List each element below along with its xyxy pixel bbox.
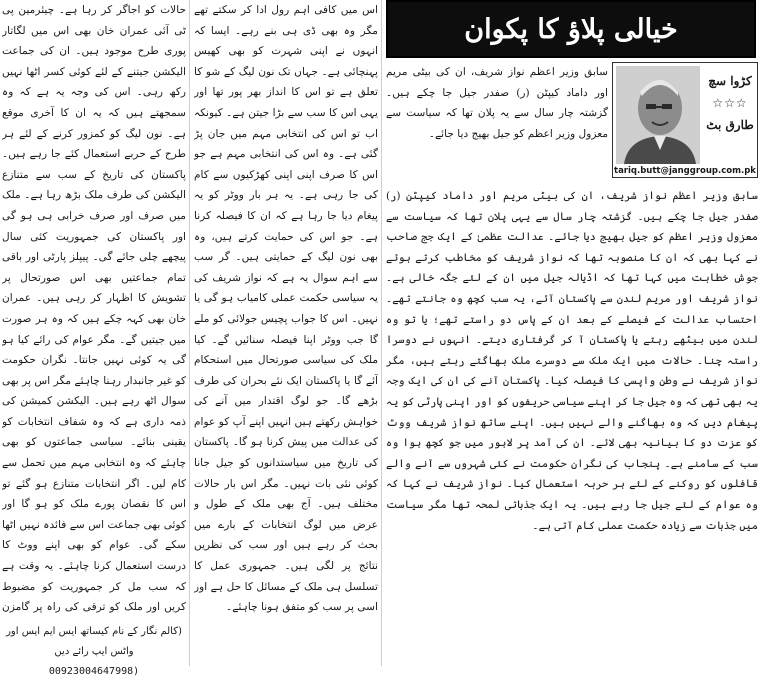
column-divider-left	[189, 0, 190, 666]
column-divider-middle	[381, 0, 382, 666]
author-portrait-icon	[616, 66, 700, 164]
author-email: tariq.butt@janggroup.com.pk	[614, 166, 756, 176]
footer-phone: 00923004647998)	[48, 666, 140, 677]
article-headline: خیالی پلاؤ کا پکوان	[386, 0, 756, 58]
article-intro: سابق وزیر اعظم نواز شریف، ان کی بیٹی مریم اور داماد کیپٹن (ر) صفدر جیل جا چکے ہیں۔ گزشتہ چار سال سے یہ پلان تھا کہ سیاست سے معزول وزیر اعظم کو جیل بھیج دیا جائے۔	[386, 66, 608, 140]
article-column-middle: اس میں کافی اہم رول ادا کر سکتے تھے مگر وہ بھی ڈی ہی بنے رہے۔ ایسا کہ انہوں نے اپنی شہرت کو بھی کھیس پہنچائی ہے۔ جہاں تک نون لیگ کے شو کا تعلق ہے تو اس کا انداز بھر پور تھا اور یہی اس کا سب سے بڑا جیتن ہے۔ کیونکہ اب تو اس کی انتخابی مہم میں جان پڑ گئی ہے۔ وہ اس کی انتخابی مہم ہے جو اس کا صرف اپنی اپنی کھڑکیوں سے کام کی جا رہی ہے۔ یہ ہر بار ووٹر کو یہ پیغام دیا جا رہا ہے کہ ان کا فیصلہ کرنا ہے۔ جو اس کی حمایت کرتے ہیں، وہ بھی نون لیگ کے حمایتی ہیں۔ گر سب سے اہم سوال یہ ہے کہ نواز شریف کی یہ سیاسی حکمت عملی کامیاب ہو گی یا نہیں۔ اس کا جواب پچیس جولائی کو ملے گا جب ووٹر اپنا فیصلہ سنائیں گے۔ کیا ملک کی سیاسی صورتحال میں استحکام آئے گا یا پاکستان ایک نئے بحران کی طرف بڑھے گا۔ جو لوگ اقتدار میں آنے کی خواہش رکھتے ہیں انہیں اپنے آپ کو عوام کی عدالت میں پیش کرنا ہو گا۔ پاکستان کی تاریخ میں سیاستدانوں کو جیل جانا کوئی نئی بات نہیں۔ مگر اس بار حالات مختلف ہیں۔ آج بھی ملک کے طول و عرض میں لوگ انتخابات کے بارے میں بحث کر رہے ہیں اور سب کی نظریں نتائج پر لگی ہیں۔ جمہوری عمل کا تسلسل ہی ملک کے مسائل کا حل ہے اور اسی پر سب کو متفق ہونا چاہئے۔	[194, 4, 378, 614]
author-name: طارق بٹ	[706, 118, 754, 132]
article-column-right: سابق وزیر اعظم نواز شریف، ان کی بیٹی مریم اور داماد کیپٹن (ر) صفدر جیل جا چکے ہیں۔ گزشتہ چار سال سے یہی پلان تھا کہ سیاست سے معزول وزیر اعظم کو جیل بھیج دیا جائے۔ عدالت عظمیٰ کے ایک جج صاحب نے کہا بھی کہ ان کا منصوبہ تھا کہ نواز شریف کو مخاطب کرتے ہوئے جوش خطابت میں کہا تھا کہ اڈیالہ جیل میں ان کے لئے جگہ خالی ہے۔ نواز شریف اور مریم لندن سے پاکستان آئے، یہ سب کچھ وہ جانتے تھے۔ احتساب عدالت کے فیصلے کے بعد ان کے پاس دو راستے تھے؛ یا تو وہ لندن میں بیٹھے رہتے یا پاکستان آ کر گرفتاری دیتے۔ انہوں نے دوسرا راستہ چنا۔ حالات میں ایک ملک سے دوسرے ملک بھاگتے رہتے ہیں، مگر نواز شریف نے وطن واپسی کا فیصلہ کیا۔ پاکستان آنے کی ان کی ایک وجہ یہ بھی تھی کہ وہ جیل جا کر اپنے سیاسی حریفوں کو اور اپنی پارٹی کو یہ پیغام دیں کہ وہ بھاگنے والے نہیں ہیں۔ اپنے ساتھ نواز شریف ووٹ کو عزت دو کا بیانیہ بھی لائے۔ ان کی آمد پر لاہور میں جو کچھ ہوا وہ سب کے سامنے ہے۔ پنجاب کی نگران حکومت نے کئی شہروں سے آنے والے قافلوں کو روکنے کے لئے ہر حربہ استعمال کیا۔ نواز شریف نے کہا کہ وہ عوام کے لئے جیل جا رہے ہیں۔ یہ ایک جذباتی لمحہ تھا مگر سیاست میں جذبات سے زیادہ حکمت عملی کام آتی ہے۔	[386, 190, 758, 532]
column-title: کڑوا سچ	[708, 74, 752, 88]
rating-stars-icon: ☆☆☆	[712, 96, 748, 110]
author-info	[704, 74, 756, 132]
article-column-left: حالات کو اجاگر کر رہا ہے۔ چیئرمین پی ٹی آئی عمران خان بھی اس میں لگاتار پوری طرح موجود ہیں۔ ان کی جماعت الیکشن جیتنے کے لئے کوئی کسر اٹھا نہیں رکھ رہی۔ اس کی وجہ یہ ہے کہ وہ سمجھتے ہیں کہ یہ ان کا آخری موقع ہے۔ نون لیگ کو کمزور کرنے کے لئے ہر طرح کے حربے استعمال کئے جا رہے ہیں۔ پاکستان کی تاریخ کے سب سے متنازع الیکشن کی طرف ملک بڑھ رہا ہے۔ ملک میں صرف اور صرف خرابی ہی ہو گی اور پاکستان کی جمہوریت کئی سال پیچھے چلی جائے گی۔ پیپلز پارٹی اور باقی تمام جماعتیں بھی اس صورتحال پر تشویش کا اظہار کر رہی ہیں۔ عمران خان بھی کہہ چکے ہیں کہ وہ ہر صورت میں جیتیں گے۔ مگر عوام کی رائے کیا ہو گی یہ کوئی نہیں جانتا۔ نگران حکومت کو غیر جانبدار رہنا چاہئے مگر اس پر بھی سوال اٹھ رہے ہیں۔ الیکشن کمیشن کی ذمہ داری ہے کہ وہ شفاف انتخابات کو یقینی بنائے۔ سیاسی جماعتوں کو بھی چاہئے کہ وہ انتخابی مہم میں تحمل سے کام لیں۔ اگر انتخابات متنازع ہو گئے تو اس کا نقصان پورے ملک کو ہو گا اور کوئی بھی جماعت اس سے فائدہ نہیں اٹھا سکے گی۔ عوام کو بھی اپنے ووٹ کا درست استعمال کرنا چاہئے۔ یہ وقت ہے کہ سب مل کر جمہوریت کو مضبوط کریں اور ملک کو ترقی کی راہ پر گامزن	[2, 4, 186, 614]
footer-note-text: (کالم نگار کے نام کیساتھ ایس ایم ایس اور واٹس ایپ رائے دیں	[6, 626, 182, 657]
author-photo	[616, 66, 700, 164]
footer-note	[2, 622, 186, 682]
